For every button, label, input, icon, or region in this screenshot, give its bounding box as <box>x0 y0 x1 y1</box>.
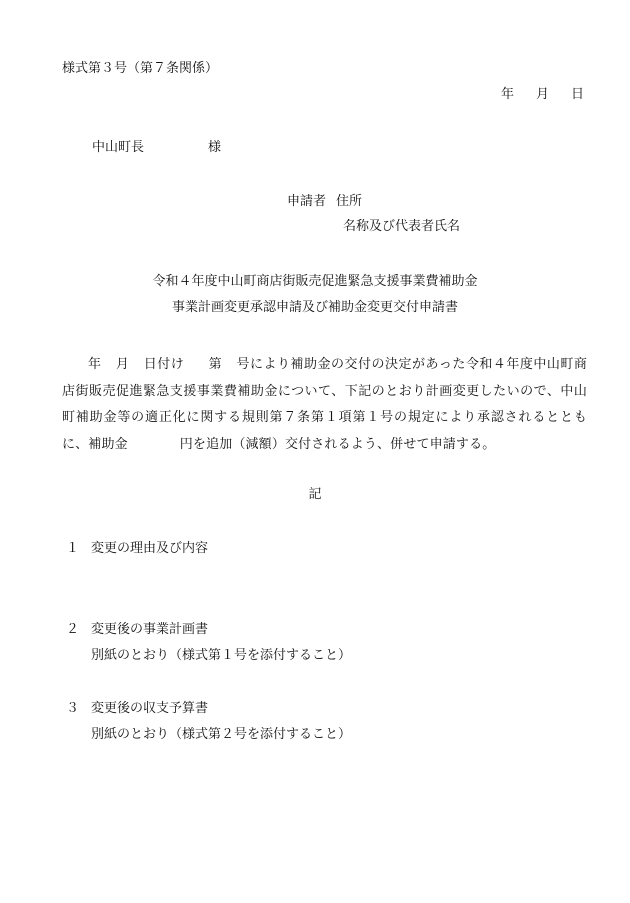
item-text: 変更後の事業計画書 <box>91 622 209 637</box>
addressee <box>92 141 221 154</box>
applicant-name-label: 名称及び代表者氏名 <box>343 219 461 234</box>
body-text1: 号により補助金の交付の決定があった令和４年度中山町商店街販売促進緊急支援事業費補助金について、下記のとおり計画変更したいので、中山町補助金等の適正化に関する規則第７条第１項第１号の規定により承認されるとともに、補助金 <box>62 357 587 452</box>
body-paragraph <box>62 352 587 458</box>
date-day-label: 日 <box>570 87 584 102</box>
item-number: ３ <box>66 701 80 716</box>
item-number: １ <box>66 541 80 556</box>
body-month: 月 <box>115 357 130 372</box>
applicant-block <box>287 195 362 208</box>
applicant-address-label: 住所 <box>336 194 363 209</box>
item-subtext: 別紙のとおり（様式第２号を添付すること） <box>91 727 352 742</box>
applicant-label: 申請者 <box>287 194 327 209</box>
date-line <box>501 88 584 101</box>
body-day-suffix: 日付け <box>143 357 185 372</box>
date-month-label: 月 <box>535 87 549 102</box>
item-subtext: 別紙のとおり（様式第１号を添付すること） <box>91 648 352 663</box>
ki-heading: 記 <box>308 487 322 502</box>
document-title-line2: 事業計画変更承認申請及び補助金変更交付申請書 <box>171 300 458 315</box>
form-number: 様式第３号（第７条関係） <box>62 61 219 76</box>
body-dai: 第 <box>208 357 223 372</box>
item-text: 変更後の収支予算書 <box>91 701 209 716</box>
item-number: ２ <box>66 622 80 637</box>
addressee-honorific: 様 <box>208 140 222 155</box>
item-text: 変更の理由及び内容 <box>91 541 209 556</box>
body-text2: 円を追加（減額）交付されるよう、併せて申請する。 <box>179 436 496 452</box>
date-year-label: 年 <box>500 87 514 102</box>
body-year: 年 <box>88 357 102 372</box>
document-title-line1: 令和４年度中山町商店街販売促進緊急支援事業費補助金 <box>152 274 478 289</box>
addressee-name: 中山町長 <box>92 140 145 155</box>
